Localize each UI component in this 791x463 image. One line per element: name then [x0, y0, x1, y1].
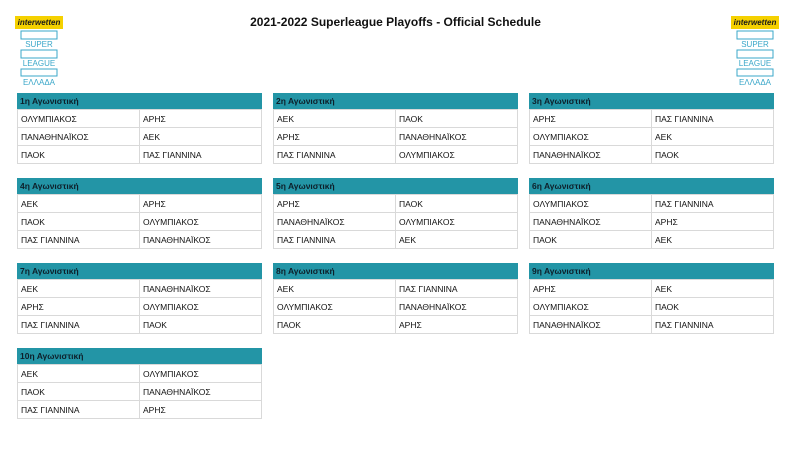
round-table: [17, 263, 262, 334]
away-team: ΟΛΥΜΠΙΑΚΟΣ: [140, 213, 262, 231]
away-team: ΑΕΚ: [652, 128, 774, 146]
home-team: ΠΑΣ ΓΙΑΝΝΙΝΑ: [274, 231, 396, 249]
home-team: ΠΑΝΑΘΗΝΑΪΚΟΣ: [530, 213, 652, 231]
home-team: ΑΕΚ: [274, 110, 396, 128]
match-row: [530, 195, 774, 213]
match-row: [530, 298, 774, 316]
away-team: ΠΑΟΚ: [396, 110, 518, 128]
home-team: ΠΑΣ ΓΙΑΝΝΙΝΑ: [18, 401, 140, 419]
away-team: ΟΛΥΜΠΙΑΚΟΣ: [140, 298, 262, 316]
away-team: ΠΑΟΚ: [140, 316, 262, 334]
away-team: ΠΑΣ ΓΙΑΝΝΙΝΑ: [652, 110, 774, 128]
round-table: [17, 178, 262, 249]
match-row: [274, 280, 518, 298]
away-team: ΠΑΝΑΘΗΝΑΪΚΟΣ: [140, 280, 262, 298]
logo-line3: ΕΛΛΑΔΑ: [738, 78, 772, 87]
round-header: 9η Αγωνιστική: [529, 263, 774, 279]
round-header: 8η Αγωνιστική: [273, 263, 518, 279]
away-team: ΠΑΣ ΓΙΑΝΝΙΝΑ: [396, 280, 518, 298]
matches-table: [529, 109, 774, 164]
round-table: [17, 348, 262, 419]
match-row: [274, 195, 518, 213]
round-header: 6η Αγωνιστική: [529, 178, 774, 194]
away-team: ΟΛΥΜΠΙΑΚΟΣ: [396, 213, 518, 231]
home-team: ΑΡΗΣ: [18, 298, 140, 316]
match-row: [18, 231, 262, 249]
matches-table: [529, 279, 774, 334]
home-team: ΑΕΚ: [18, 280, 140, 298]
logo-line1: SUPER: [25, 40, 53, 49]
away-team: ΠΑΣ ΓΙΑΝΝΙΝΑ: [652, 195, 774, 213]
away-team: ΠΑΝΑΘΗΝΑΪΚΟΣ: [396, 128, 518, 146]
home-team: ΠΑΟΚ: [18, 383, 140, 401]
round-table: [529, 93, 774, 164]
away-team: ΑΕΚ: [396, 231, 518, 249]
logo-line2: LEAGUE: [22, 59, 56, 68]
match-row: [18, 213, 262, 231]
round-table: [273, 263, 518, 334]
round-table: [529, 263, 774, 334]
match-row: [530, 213, 774, 231]
round-table: [17, 93, 262, 164]
match-row: [274, 298, 518, 316]
away-team: ΑΕΚ: [652, 231, 774, 249]
match-row: [274, 128, 518, 146]
superleague-logo-right: [731, 16, 779, 88]
home-team: ΑΡΗΣ: [530, 110, 652, 128]
match-row: [274, 316, 518, 334]
matches-table: [17, 194, 262, 249]
matches-table: [273, 109, 518, 164]
away-team: ΑΡΗΣ: [396, 316, 518, 334]
away-team: ΠΑΣ ΓΙΑΝΝΙΝΑ: [140, 146, 262, 164]
superleague-logo-left: [15, 16, 63, 88]
logo-line3: ΕΛΛΑΔΑ: [22, 78, 56, 87]
home-team: ΑΡΗΣ: [274, 128, 396, 146]
away-team: ΠΑΝΑΘΗΝΑΪΚΟΣ: [140, 231, 262, 249]
home-team: ΑΡΗΣ: [530, 280, 652, 298]
matches-table: [273, 279, 518, 334]
home-team: ΠΑΝΑΘΗΝΑΪΚΟΣ: [18, 128, 140, 146]
home-team: ΑΡΗΣ: [274, 195, 396, 213]
home-team: ΑΕΚ: [274, 280, 396, 298]
away-team: ΑΡΗΣ: [652, 213, 774, 231]
home-team: ΟΛΥΜΠΙΑΚΟΣ: [530, 298, 652, 316]
match-row: [18, 298, 262, 316]
match-row: [18, 280, 262, 298]
away-team: ΑΕΚ: [140, 128, 262, 146]
away-team: ΠΑΟΚ: [652, 298, 774, 316]
match-row: [18, 128, 262, 146]
round-header: 2η Αγωνιστική: [273, 93, 518, 109]
round-table: [273, 93, 518, 164]
home-team: ΠΑΣ ΓΙΑΝΝΙΝΑ: [18, 316, 140, 334]
home-team: ΠΑΝΑΘΗΝΑΪΚΟΣ: [530, 316, 652, 334]
away-team: ΟΛΥΜΠΙΑΚΟΣ: [396, 146, 518, 164]
matches-table: [529, 194, 774, 249]
match-row: [18, 316, 262, 334]
round-header: 7η Αγωνιστική: [17, 263, 262, 279]
home-team: ΑΕΚ: [18, 195, 140, 213]
logo-line1: SUPER: [741, 40, 769, 49]
logo-emblem-icon: [731, 29, 779, 88]
match-row: [18, 146, 262, 164]
home-team: ΟΛΥΜΠΙΑΚΟΣ: [274, 298, 396, 316]
match-row: [530, 110, 774, 128]
match-row: [18, 195, 262, 213]
away-team: ΠΑΝΑΘΗΝΑΪΚΟΣ: [140, 383, 262, 401]
away-team: ΠΑΣ ΓΙΑΝΝΙΝΑ: [652, 316, 774, 334]
home-team: ΠΑΣ ΓΙΑΝΝΙΝΑ: [274, 146, 396, 164]
logo-brand: interwetten: [15, 16, 63, 29]
round-header: 5η Αγωνιστική: [273, 178, 518, 194]
round-table: [529, 178, 774, 249]
away-team: ΑΡΗΣ: [140, 110, 262, 128]
home-team: ΠΑΟΚ: [274, 316, 396, 334]
match-row: [530, 128, 774, 146]
away-team: ΟΛΥΜΠΙΑΚΟΣ: [140, 365, 262, 383]
match-row: [274, 146, 518, 164]
match-row: [18, 365, 262, 383]
logo-line2: LEAGUE: [738, 59, 772, 68]
match-row: [18, 110, 262, 128]
page-title: 2021-2022 Superleague Playoffs - Official Schedule: [250, 15, 541, 29]
round-header: 1η Αγωνιστική: [17, 93, 262, 109]
matches-table: [17, 109, 262, 164]
home-team: ΠΑΟΚ: [18, 146, 140, 164]
round-header: 4η Αγωνιστική: [17, 178, 262, 194]
round-header: 10η Αγωνιστική: [17, 348, 262, 364]
matches-table: [17, 364, 262, 419]
away-team: ΠΑΟΚ: [652, 146, 774, 164]
match-row: [18, 383, 262, 401]
away-team: ΑΡΗΣ: [140, 401, 262, 419]
match-row: [530, 231, 774, 249]
match-row: [18, 401, 262, 419]
match-row: [530, 146, 774, 164]
logo-emblem-icon: [15, 29, 63, 88]
match-row: [274, 110, 518, 128]
matches-table: [17, 279, 262, 334]
home-team: ΑΕΚ: [18, 365, 140, 383]
home-team: ΠΑΝΑΘΗΝΑΪΚΟΣ: [530, 146, 652, 164]
round-table: [273, 178, 518, 249]
home-team: ΟΛΥΜΠΙΑΚΟΣ: [18, 110, 140, 128]
match-row: [274, 231, 518, 249]
home-team: ΠΑΣ ΓΙΑΝΝΙΝΑ: [18, 231, 140, 249]
match-row: [530, 316, 774, 334]
home-team: ΟΛΥΜΠΙΑΚΟΣ: [530, 128, 652, 146]
round-header: 3η Αγωνιστική: [529, 93, 774, 109]
away-team: ΠΑΟΚ: [396, 195, 518, 213]
away-team: ΠΑΝΑΘΗΝΑΪΚΟΣ: [396, 298, 518, 316]
home-team: ΟΛΥΜΠΙΑΚΟΣ: [530, 195, 652, 213]
logo-brand: interwetten: [731, 16, 779, 29]
home-team: ΠΑΟΚ: [530, 231, 652, 249]
away-team: ΑΡΗΣ: [140, 195, 262, 213]
match-row: [530, 280, 774, 298]
matches-table: [273, 194, 518, 249]
home-team: ΠΑΟΚ: [18, 213, 140, 231]
home-team: ΠΑΝΑΘΗΝΑΪΚΟΣ: [274, 213, 396, 231]
away-team: ΑΕΚ: [652, 280, 774, 298]
match-row: [274, 213, 518, 231]
